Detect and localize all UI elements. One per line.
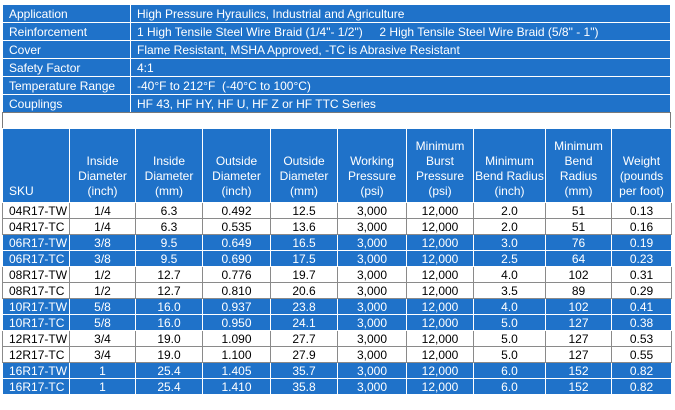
table-cell: 3,000 [338, 331, 407, 347]
table-cell: 3/4 [70, 331, 136, 347]
header-row [3, 129, 672, 203]
column-header-line: Diameter [279, 169, 329, 183]
table-cell: 0.13 [612, 203, 672, 219]
table-cell: 0.38 [612, 315, 672, 331]
column-header-line: Inside [86, 154, 119, 168]
table-cell: 3/8 [70, 251, 136, 267]
table-cell: 0.16 [612, 219, 672, 235]
table-cell: 2.5 [474, 251, 546, 267]
table-cell: 12.7 [136, 267, 203, 283]
table-cell: 12,000 [407, 379, 474, 395]
table-cell: 3,000 [338, 203, 407, 219]
table-cell: 1 [70, 379, 136, 395]
column-header-line: Diameter [212, 169, 261, 183]
table-cell: 25.4 [136, 379, 203, 395]
spec-value: 1 High Tensile Steel Wire Braid (1/4"- 1/2") 2 High Tensile Steel Wire Braid (5/8" - 1") [131, 23, 671, 41]
table-cell: 6.3 [136, 219, 203, 235]
spec-label: Reinforcement [3, 23, 131, 41]
column-header-line: Outside [283, 154, 325, 168]
hose-table [2, 128, 672, 395]
column-header-line: (mm) [290, 184, 318, 198]
table-row [3, 283, 672, 299]
table-cell: 0.29 [612, 283, 672, 299]
table-cell: 3,000 [338, 363, 407, 379]
column-header-line: Bend Radius [475, 169, 544, 183]
column-header-line: Minimum [554, 139, 603, 153]
table-cell: 27.7 [271, 331, 338, 347]
column-header [474, 129, 546, 203]
table-cell: 127 [546, 315, 612, 331]
table-cell: 12,000 [407, 283, 474, 299]
table-cell: 1/2 [70, 283, 136, 299]
table-cell: 0.937 [203, 299, 271, 315]
table-cell: 1/4 [70, 219, 136, 235]
table-cell: 25.4 [136, 363, 203, 379]
sku-cell: 04R17-TC [3, 219, 70, 235]
table-cell: 27.9 [271, 347, 338, 363]
table-row [3, 331, 672, 347]
sku-cell: 10R17-TW [3, 299, 70, 315]
spec-row [3, 95, 671, 113]
table-cell: 12,000 [407, 299, 474, 315]
table-cell: 3/4 [70, 347, 136, 363]
table-cell: 3,000 [338, 283, 407, 299]
table-cell: 19.7 [271, 267, 338, 283]
column-header-line: (mm) [564, 184, 593, 198]
spec-row [3, 41, 671, 59]
column-header [338, 129, 407, 203]
table-cell: 5.0 [474, 331, 546, 347]
table-cell: 102 [546, 299, 612, 315]
table-cell: 12,000 [407, 315, 474, 331]
column-header-line: SKU [9, 184, 34, 198]
table-cell: 9.5 [136, 251, 203, 267]
table-cell: 4.0 [474, 299, 546, 315]
table-cell: 6.0 [474, 379, 546, 395]
table-cell: 0.810 [203, 283, 271, 299]
table-cell: 3.5 [474, 283, 546, 299]
spec-value: HF 43, HF HY, HF U, HF Z or HF TTC Series [131, 95, 671, 113]
sku-cell: 12R17-TC [3, 347, 70, 363]
table-row [3, 235, 672, 251]
table-cell: 152 [546, 379, 612, 395]
table-cell: 3.0 [474, 235, 546, 251]
table-cell: 19.0 [136, 347, 203, 363]
table-cell: 5.0 [474, 315, 546, 331]
table-cell: 6.0 [474, 363, 546, 379]
table-cell: 0.23 [612, 251, 672, 267]
table-row [3, 315, 672, 331]
sku-cell: 16R17-TC [3, 379, 70, 395]
sku-cell: 08R17-TC [3, 283, 70, 299]
column-header-line: (inch) [494, 184, 525, 198]
column-header [407, 129, 474, 203]
column-header [3, 129, 70, 203]
spec-label: Application [3, 5, 131, 23]
table-row [3, 347, 672, 363]
table-cell: 2.0 [474, 219, 546, 235]
table-cell: 0.82 [612, 363, 672, 379]
spec-value: 4:1 [131, 59, 671, 77]
column-header-line: (mm) [155, 184, 183, 198]
table-row [3, 203, 672, 219]
table-cell: 1/2 [70, 267, 136, 283]
spec-row [3, 77, 671, 95]
spec-label: Temperature Range [3, 77, 131, 95]
table-cell: 12,000 [407, 331, 474, 347]
table-cell: 5.0 [474, 347, 546, 363]
column-header [546, 129, 612, 203]
spec-value: High Pressure Hyraulics, Industrial and Agriculture [131, 5, 671, 23]
table-cell: 0.19 [612, 235, 672, 251]
table-cell: 0.41 [612, 299, 672, 315]
table-cell: 12,000 [407, 363, 474, 379]
table-cell: 12,000 [407, 347, 474, 363]
table-cell: 6.3 [136, 203, 203, 219]
column-header [271, 129, 338, 203]
table-cell: 51 [546, 219, 612, 235]
table-cell: 102 [546, 267, 612, 283]
spec-value: Flame Resistant, MSHA Approved, -TC is Abrasive Resistant [131, 41, 671, 59]
table-separator [2, 112, 671, 128]
table-cell: 1.090 [203, 331, 271, 347]
column-header-line: (inch) [221, 184, 252, 198]
table-cell: 89 [546, 283, 612, 299]
table-cell: 152 [546, 363, 612, 379]
table-cell: 127 [546, 331, 612, 347]
spec-row [3, 59, 671, 77]
table-cell: 3,000 [338, 235, 407, 251]
table-cell: 0.776 [203, 267, 271, 283]
table-row [3, 219, 672, 235]
table-cell: 5/8 [70, 299, 136, 315]
table-cell: 127 [546, 347, 612, 363]
table-cell: 3,000 [338, 299, 407, 315]
table-cell: 51 [546, 203, 612, 219]
column-header [136, 129, 203, 203]
table-row [3, 267, 672, 283]
table-cell: 0.535 [203, 219, 271, 235]
table-cell: 12,000 [407, 219, 474, 235]
column-header-line: (psi) [428, 184, 452, 198]
table-cell: 76 [546, 235, 612, 251]
table-cell: 12,000 [407, 251, 474, 267]
table-cell: 2.0 [474, 203, 546, 219]
table-cell: 0.492 [203, 203, 271, 219]
table-cell: 1 [70, 363, 136, 379]
column-header-line: (pounds [619, 169, 664, 183]
table-cell: 0.649 [203, 235, 271, 251]
table-cell: 3,000 [338, 379, 407, 395]
sku-cell: 06R17-TC [3, 251, 70, 267]
sku-cell: 06R17-TW [3, 235, 70, 251]
table-cell: 0.950 [203, 315, 271, 331]
sku-cell: 08R17-TW [3, 267, 70, 283]
table-cell: 3/8 [70, 235, 136, 251]
column-header-line: per foot) [619, 184, 664, 198]
table-cell: 19.0 [136, 331, 203, 347]
sku-cell: 10R17-TC [3, 315, 70, 331]
column-header-line: Working [350, 154, 394, 168]
table-cell: 0.55 [612, 347, 672, 363]
column-header-line: Bend [564, 154, 593, 168]
table-cell: 12,000 [407, 203, 474, 219]
table-row [3, 251, 672, 267]
table-cell: 13.6 [271, 219, 338, 235]
table-cell: 3,000 [338, 347, 407, 363]
table-row [3, 379, 672, 395]
table-cell: 23.8 [271, 299, 338, 315]
table-cell: 24.1 [271, 315, 338, 331]
table-cell: 35.7 [271, 363, 338, 379]
column-header-line: Pressure [347, 169, 397, 183]
table-cell: 3,000 [338, 251, 407, 267]
table-cell: 9.5 [136, 235, 203, 251]
column-header-line: Pressure [415, 169, 465, 183]
table-row [3, 363, 672, 379]
spec-label: Safety Factor [3, 59, 131, 77]
column-header [612, 129, 672, 203]
column-header-line: Burst [425, 154, 454, 168]
column-header [203, 129, 271, 203]
spec-value: -40°F to 212°F (-40°C to 100°C) [131, 77, 671, 95]
table-cell: 1.410 [203, 379, 271, 395]
sku-cell: 04R17-TW [3, 203, 70, 219]
table-cell: 16.0 [136, 315, 203, 331]
sku-cell: 16R17-TW [3, 363, 70, 379]
table-cell: 16.0 [136, 299, 203, 315]
column-header-line: Diameter [144, 169, 194, 183]
column-header [70, 129, 136, 203]
table-cell: 12,000 [407, 235, 474, 251]
column-header-line: Diameter [78, 169, 127, 183]
column-header-line: Minimum [485, 154, 534, 168]
table-cell: 12.7 [136, 283, 203, 299]
column-header-line: Minimum [415, 139, 465, 153]
spec-row [3, 5, 671, 23]
spec-row [3, 23, 671, 41]
sku-cell: 12R17-TW [3, 331, 70, 347]
column-header-line: Outside [215, 154, 258, 168]
spec-label: Couplings [3, 95, 131, 113]
spec-label: Cover [3, 41, 131, 59]
table-cell: 0.690 [203, 251, 271, 267]
column-header-line: Radius [559, 169, 598, 183]
table-cell: 4.0 [474, 267, 546, 283]
table-cell: 0.31 [612, 267, 672, 283]
table-cell: 64 [546, 251, 612, 267]
column-header-line: (psi) [360, 184, 384, 198]
table-cell: 0.53 [612, 331, 672, 347]
table-cell: 12,000 [407, 267, 474, 283]
column-header-line: Weight [622, 154, 661, 168]
table-row [3, 299, 672, 315]
table-cell: 12.5 [271, 203, 338, 219]
table-cell: 1.405 [203, 363, 271, 379]
specs-table [2, 4, 671, 113]
column-header-line: Inside [152, 154, 186, 168]
table-cell: 1.100 [203, 347, 271, 363]
table-cell: 1/4 [70, 203, 136, 219]
table-cell: 3,000 [338, 219, 407, 235]
column-header-line: (inch) [87, 184, 118, 198]
table-cell: 35.8 [271, 379, 338, 395]
table-cell: 3,000 [338, 267, 407, 283]
table-cell: 5/8 [70, 315, 136, 331]
table-cell: 3,000 [338, 315, 407, 331]
table-cell: 16.5 [271, 235, 338, 251]
table-cell: 17.5 [271, 251, 338, 267]
table-cell: 20.6 [271, 283, 338, 299]
table-cell: 0.82 [612, 379, 672, 395]
